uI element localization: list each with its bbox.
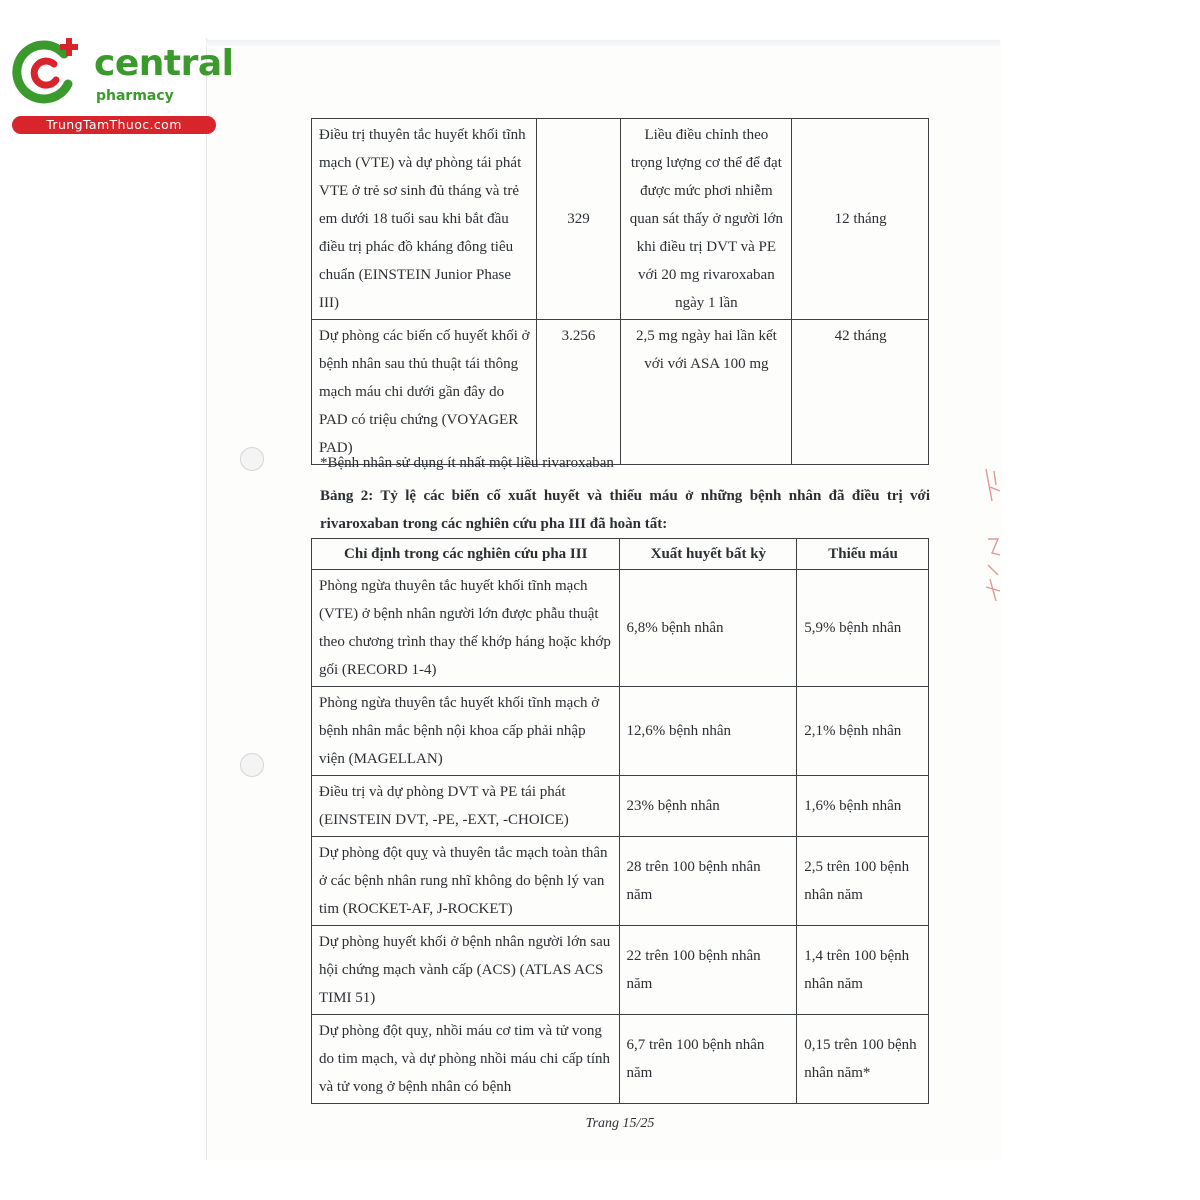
indication-cell: Dự phòng đột quỵ, nhồi máu cơ tim và tử vong do tim mạch, và dự phòng nhồi máu chi cấp tính và tử vong ở bệnh nhân có bệnh xyxy=(312,1015,620,1104)
indication-cell: Phòng ngừa thuyên tắc huyết khối tĩnh mạch ở bệnh nhân mắc bệnh nội khoa cấp phải nhập viện (MAGELLAN) xyxy=(312,687,620,776)
table-row xyxy=(312,119,929,320)
dose-cell: 2,5 mg ngày hai lần kết với với ASA 100 mg xyxy=(620,320,792,465)
indication-cell: Điều trị thuyên tắc huyết khối tĩnh mạch (VTE) và dự phòng tái phát VTE ở trẻ sơ sinh đủ tháng và trẻ em dưới 18 tuổi sau khi bắt đầu điều trị phác đồ kháng đông tiêu chuẩn (EINSTEIN Junior Phase III) xyxy=(312,119,537,320)
table-footnote: *Bệnh nhân sử dụng ít nhất một liều rivaroxaban xyxy=(320,455,614,471)
margin-stamp-mark xyxy=(978,535,1008,605)
table-row xyxy=(312,776,929,837)
indication-cell: Dự phòng đột quỵ và thuyên tắc mạch toàn thân ở các bệnh nhân rung nhĩ không do bệnh lý van tim (ROCKET-AF, J-ROCKET) xyxy=(312,837,620,926)
anaemia-cell: 0,15 trên 100 bệnh nhân năm* xyxy=(797,1015,929,1104)
page-number: Trang 15/25 xyxy=(585,1116,655,1131)
table-header-row xyxy=(312,539,929,570)
duration-cell: 42 tháng xyxy=(792,320,929,465)
indication-cell: Dự phòng huyết khối ở bệnh nhân người lớn sau hội chứng mạch vành cấp (ACS) (ATLAS ACS TIMI 51) xyxy=(312,926,620,1015)
punch-hole-bottom xyxy=(240,753,264,777)
anaemia-cell: 1,6% bệnh nhân xyxy=(797,776,929,837)
dose-cell: Liều điều chỉnh theo trọng lượng cơ thể để đạt được mức phơi nhiễm quan sát thấy ở người lớn khi điều trị DVT và PE với 20 mg rivaroxaban ngày 1 lần xyxy=(620,119,792,320)
indication-cell: Phòng ngừa thuyên tắc huyết khối tĩnh mạch (VTE) ở bệnh nhân người lớn được phẫu thuật theo chương trình thay thế khớp háng hoặc khớp gối (RECORD 1-4) xyxy=(312,570,620,687)
central-pharmacy-logo[interactable] xyxy=(8,36,234,136)
column-header: Thiếu máu xyxy=(797,539,929,570)
table-row xyxy=(312,837,929,926)
logo-brand: central xyxy=(94,43,234,84)
anaemia-cell: 2,5 trên 100 bệnh nhân năm xyxy=(797,837,929,926)
column-header: Xuất huyết bất kỳ xyxy=(619,539,797,570)
patients-cell: 329 xyxy=(536,119,620,320)
column-header: Chỉ định trong các nghiên cứu pha III xyxy=(312,539,620,570)
bleeding-cell: 22 trên 100 bệnh nhân năm xyxy=(619,926,797,1015)
bleeding-cell: 6,8% bệnh nhân xyxy=(619,570,797,687)
bleeding-cell: 28 trên 100 bệnh nhân năm xyxy=(619,837,797,926)
margin-stamp-mark xyxy=(978,465,1008,505)
study-table-continued xyxy=(311,118,929,465)
table-row xyxy=(312,570,929,687)
duration-cell: 12 tháng xyxy=(792,119,929,320)
indication-cell: Dự phòng các biến cố huyết khối ở bệnh nhân sau thủ thuật tái thông mạch máu chi dưới gần đây do PAD có triệu chứng (VOYAGER PAD) xyxy=(312,320,537,465)
table-row xyxy=(312,320,929,465)
bleeding-cell: 6,7 trên 100 bệnh nhân năm xyxy=(619,1015,797,1104)
table-caption: Bảng 2: Tỷ lệ các biến cố xuất huyết và thiếu máu ở những bệnh nhân đã điều trị với rivaroxaban trong các nghiên cứu pha III đã hoàn tất: xyxy=(320,488,930,532)
anaemia-cell: 1,4 trên 100 bệnh nhân năm xyxy=(797,926,929,1015)
anaemia-cell: 2,1% bệnh nhân xyxy=(797,687,929,776)
bleeding-anaemia-table xyxy=(311,538,929,1104)
patients-cell: 3.256 xyxy=(536,320,620,465)
pharmacy-logo-icon xyxy=(12,36,82,106)
table-row xyxy=(312,926,929,1015)
bleeding-cell: 23% bệnh nhân xyxy=(619,776,797,837)
bleeding-cell: 12,6% bệnh nhân xyxy=(619,687,797,776)
anaemia-cell: 5,9% bệnh nhân xyxy=(797,570,929,687)
table-row xyxy=(312,687,929,776)
punch-hole-top xyxy=(240,447,264,471)
page-top-edge xyxy=(206,40,1000,46)
logo-subtitle: pharmacy xyxy=(96,88,174,104)
logo-site-link[interactable]: TrungTamThuoc.com xyxy=(12,116,216,134)
indication-cell: Điều trị và dự phòng DVT và PE tái phát (EINSTEIN DVT, -PE, -EXT, -CHOICE) xyxy=(312,776,620,837)
table-row xyxy=(312,1015,929,1104)
